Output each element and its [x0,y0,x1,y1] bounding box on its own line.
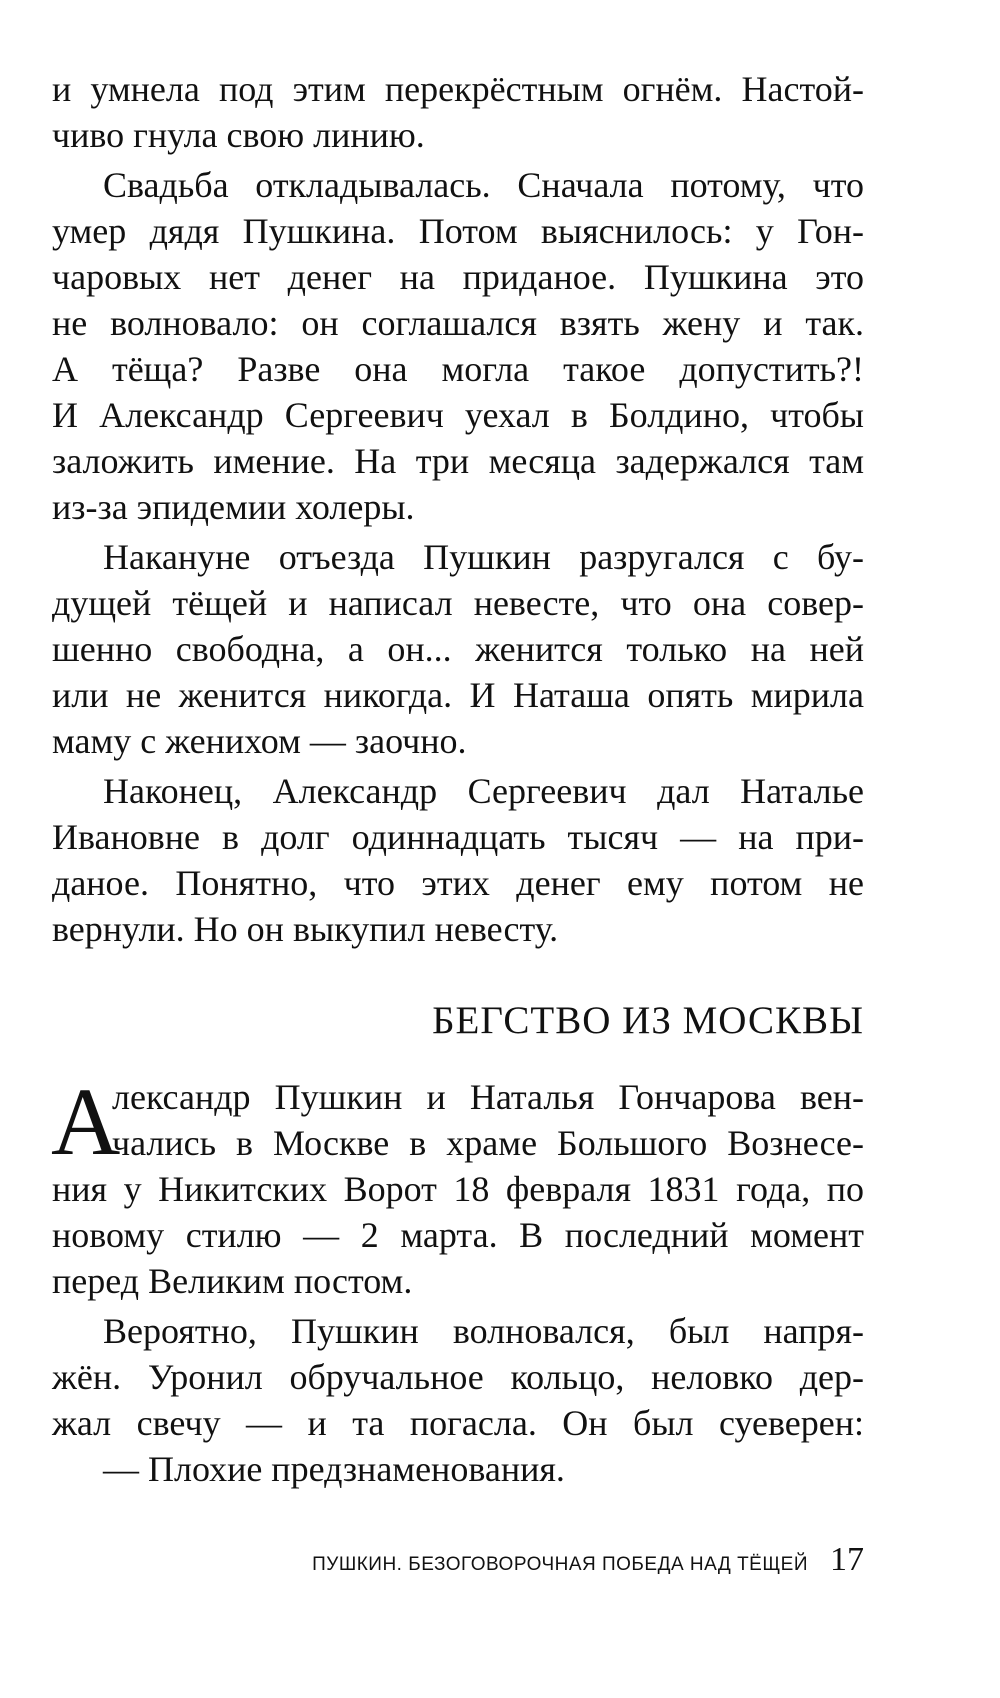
paragraph [52,768,864,952]
text-line: маму с женихом — заочно. [52,721,467,761]
text-line: новому стилю — 2 марта. В последний момент [52,1215,864,1255]
text-line: умер дядя Пушкина. Потом выяснилось: у Гон- [52,211,864,251]
text-line: даное. Понятно, что этих денег ему потом не [52,863,864,903]
page-number: 17 [830,1541,864,1578]
text-line: Накануне отъезда Пушкин разругался с бу- [103,537,864,577]
text-line: И Александр Сергеевич уехал в Болдино, чтобы [52,395,864,435]
section-title: БЕГСТВО ИЗ МОСКВЫ [432,999,864,1042]
text-line: лександр Пушкин и Наталья Гончарова вен- [112,1077,864,1117]
paragraph [52,66,864,158]
text-line: Вероятно, Пушкин волновался, был напря- [103,1311,864,1351]
text-line: чиво гнула свою линию. [52,115,425,155]
text-line: заложить имение. На три месяца задержался там [52,441,864,481]
text-line: дущей тёщей и написал невесте, что она совер- [52,583,864,623]
text-line: жён. Уронил обручальное кольцо, неловко дер- [52,1357,864,1397]
text-line: Наконец, Александр Сергеевич дал Наталье [103,771,864,811]
text-line: А тёща? Разве она могла такое допустить?! [52,349,864,389]
text-line: из-за эпидемии холеры. [52,487,415,527]
running-title: ПУШКИН. БЕЗОГОВОРОЧНАЯ ПОБЕДА НАД ТЁЩЕЙ [312,1554,808,1575]
text-line: — Плохие предзнаменования. [103,1449,565,1489]
drop-cap: А [51,1068,121,1175]
text-line: перед Великим постом. [52,1261,413,1301]
text-line: жал свечу — и та погасла. Он был суеверен: [52,1403,864,1443]
text-line: Ивановне в долг одиннадцать тысяч — на при- [52,817,864,857]
text-line: шенно свободна, а он... женится только на ней [52,629,864,669]
text-line: чались в Москве в храме Большого Вознесе- [112,1123,864,1163]
text-line: не волновало: он соглашался взять жену и так. [52,303,864,343]
text-line: и умнела под этим перекрёстным огнём. Настой- [52,69,864,109]
text-line: Свадьба откладывалась. Сначала потому, что [103,165,864,205]
text-line: чаровых нет денег на приданое. Пушкина это [52,257,864,297]
page-footer [52,1541,864,1581]
text-line: или не женится никогда. И Наташа опять мирила [52,675,864,715]
paragraph [52,1308,864,1446]
paragraph [52,534,864,764]
page-body [52,66,864,1492]
paragraph [52,162,864,530]
paragraph [51,1068,864,1304]
text-line: вернули. Но он выкупил невесту. [52,909,559,949]
paragraph [52,1446,864,1492]
text-line: ния у Никитских Ворот 18 февраля 1831 года, по [52,1169,864,1209]
